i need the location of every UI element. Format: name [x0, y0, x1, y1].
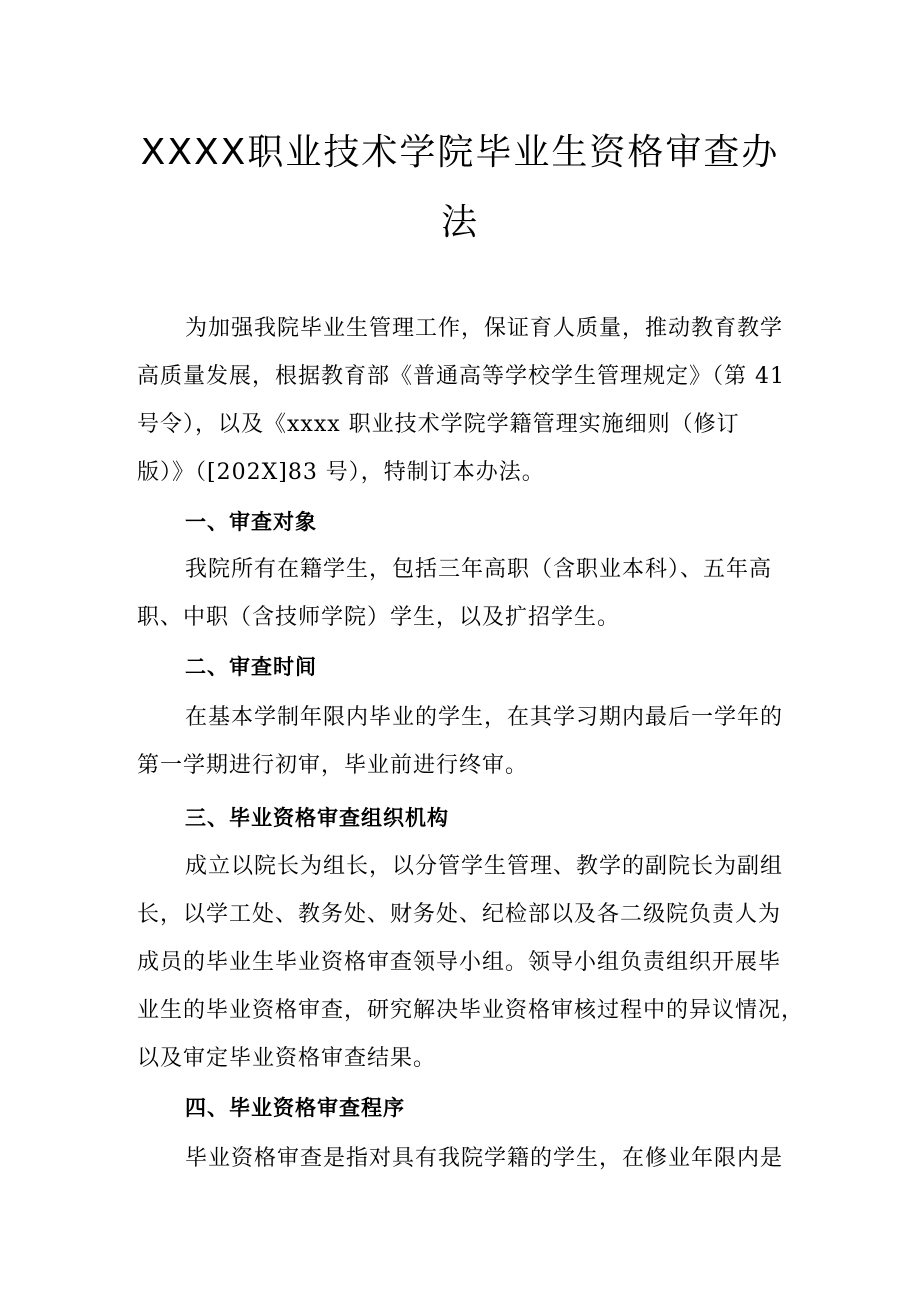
section-heading-2: 二、审查时间: [185, 655, 317, 679]
section-heading-1: 一、审查对象: [185, 510, 317, 534]
intro-line: 版）》（[202X]83 号），特制订本办法。: [137, 460, 545, 485]
section-3-line: 业生的毕业资格审查，研究解决毕业资格审核过程中的异议情况，: [137, 998, 805, 1023]
intro-line: 号令），以及《xxxx 职业技术学院学籍管理实施细则（修订: [137, 412, 740, 437]
document-title-line-2: 法: [440, 202, 479, 243]
section-3-paragraph: [137, 843, 805, 1083]
section-2-line: 第一学期进行初审，毕业前进行终审。: [137, 753, 529, 778]
section-1-paragraph: [137, 546, 791, 642]
section-2-line: 在基本学制年限内毕业的学生，在其学习期内最后一学年的: [185, 705, 784, 730]
section-3-line: 长，以学工处、教务处、财务处、纪检部以及各二级院负责人为: [137, 902, 782, 927]
section-1-line: 职、中职（含技师学院）学生，以及扩招学生。: [137, 605, 621, 630]
section-2-paragraph: [137, 694, 791, 790]
document-title-line-1: XXXX职业技术学院毕业生资格审查办: [140, 132, 780, 173]
section-4-line: 毕业资格审查是指对具有我院学籍的学生，在修业年限内是: [185, 1146, 784, 1171]
intro-line: 高质量发展，根据教育部《普通高等学校学生管理规定》（第 41: [137, 364, 785, 389]
section-heading-3: 三、毕业资格审查组织机构: [185, 806, 449, 830]
section-1-line: 我院所有在籍学生，包括三年高职（含职业本科）、五年高: [185, 557, 773, 582]
section-3-line: 以及审定毕业资格审查结果。: [137, 1046, 437, 1071]
section-4-paragraph: [137, 1135, 791, 1183]
section-3-line: 成立以院长为组长，以分管学生管理、教学的副院长为副组: [185, 854, 784, 879]
intro-paragraph: [137, 305, 791, 497]
section-heading-4: 四、毕业资格审查程序: [185, 1096, 405, 1120]
section-3-line: 成员的毕业生毕业资格审查领导小组。领导小组负责组织开展毕: [137, 950, 782, 975]
intro-line: 为加强我院毕业生管理工作，保证育人质量，推动教育教学: [185, 316, 784, 341]
